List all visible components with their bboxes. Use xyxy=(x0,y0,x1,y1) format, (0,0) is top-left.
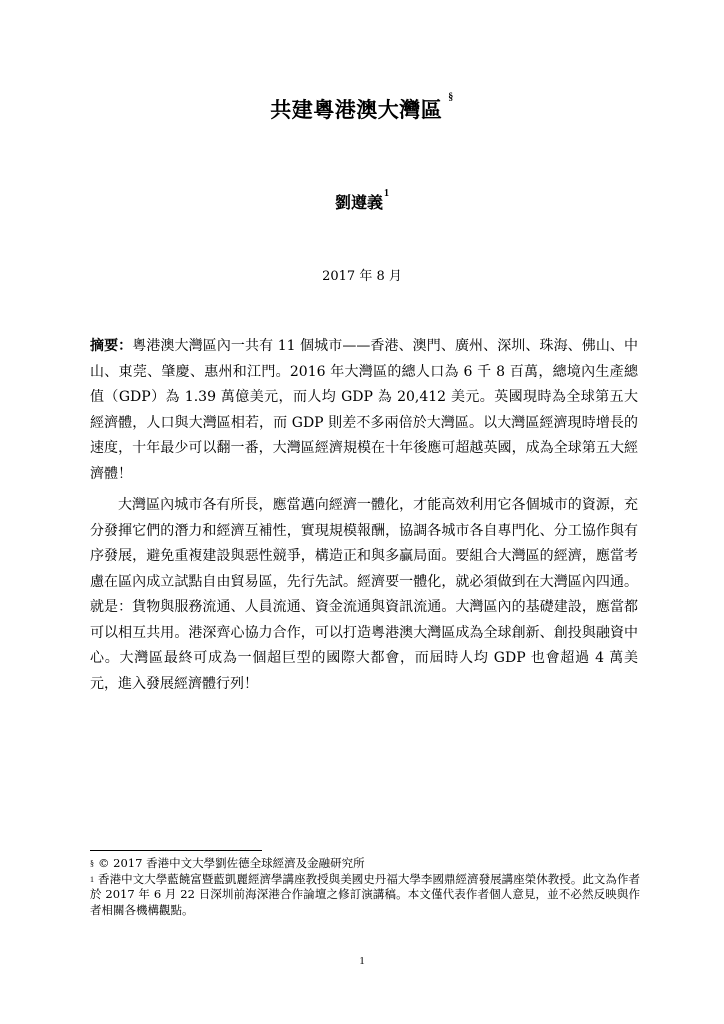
abstract-section xyxy=(90,334,638,703)
title-text: 共建粵港澳大灣區 xyxy=(270,97,443,122)
footnote-divider xyxy=(90,850,262,851)
abstract-label: 摘要： xyxy=(90,338,133,354)
abstract-paragraph-1 xyxy=(90,334,638,487)
footnote-marker: 1 xyxy=(90,874,94,884)
author-line xyxy=(0,190,724,213)
footnotes-section xyxy=(90,856,640,918)
abstract-paragraph-2: 大灣區內城市各有所長，應當邁向經濟一體化，才能高效利用它各個城市的資源，充分發揮它們的潛力和經濟互補性，實現規模報酬，協調各城市各自專門化、分工協作與有序發展，避免重複建設與惡性競爭，構造正和與多贏局面。要組合大灣區的經濟，應當考慮在區內成立試點自由貿易區，先行先試。經濟要一體化，就必須做到在大灣區內四通。就是：貨物與服務流通、人員流通、資金流通與資訊流通。大灣區內的基礎建設，應當都可以相互共用。港深齊心協力合作，可以打造粵港澳大灣區成為全球創新、創投與融資中心。大灣區最終可成為一個超巨型的國際大都會，而屆時人均 GDP 也會超過 4 萬美元，進入發展經濟體行列！ xyxy=(90,497,638,692)
page-number: 1 xyxy=(359,955,365,967)
footnote-text: © 2017 香港中文大學劉佐德全球經濟及金融研究所 xyxy=(98,856,365,870)
publication-date: 2017 年 8 月 xyxy=(322,269,402,284)
paper-title xyxy=(0,94,724,124)
footnote-text: 香港中文大學藍饒富暨藍凱麗經濟學講座教授與美國史丹福大學李國鼎經濟發展講座榮休教授。此文為作者於 2017 年 6 月 22 日深圳前海深港合作論壇之修訂演講稿。本文僅代表作者個人意見，並不必然反映與作者相關各機構觀點。 xyxy=(90,871,640,917)
author-footnote-marker[interactable]: 1 xyxy=(384,188,389,199)
abstract-paragraph-1-text: 粵港澳大灣區內一共有 11 個城市——香港、澳門、廣州、深圳、珠海、佛山、中山、東莞、肇慶、惠州和江門。2016 年大灣區的總人口為 6 千 8 百萬，總境內生產總值（GDP）為 1.39 萬億美元，而人均 GDP 為 20,412 美元。英國現時為全球第五大經濟體，人口與大灣區相若，而 GDP 則差不多兩倍於大灣區。以大灣區經濟現時增長的速度，十年最少可以翻一番，大灣區經濟規模在十年後應可超越英國，成為全球第五大經濟體！ xyxy=(90,338,639,482)
title-footnote-marker[interactable]: § xyxy=(448,92,454,103)
footnote-marker: § xyxy=(90,859,94,868)
footnote-item xyxy=(90,872,640,919)
footnote-item xyxy=(90,856,640,872)
author-name: 劉遵義 xyxy=(334,193,383,212)
